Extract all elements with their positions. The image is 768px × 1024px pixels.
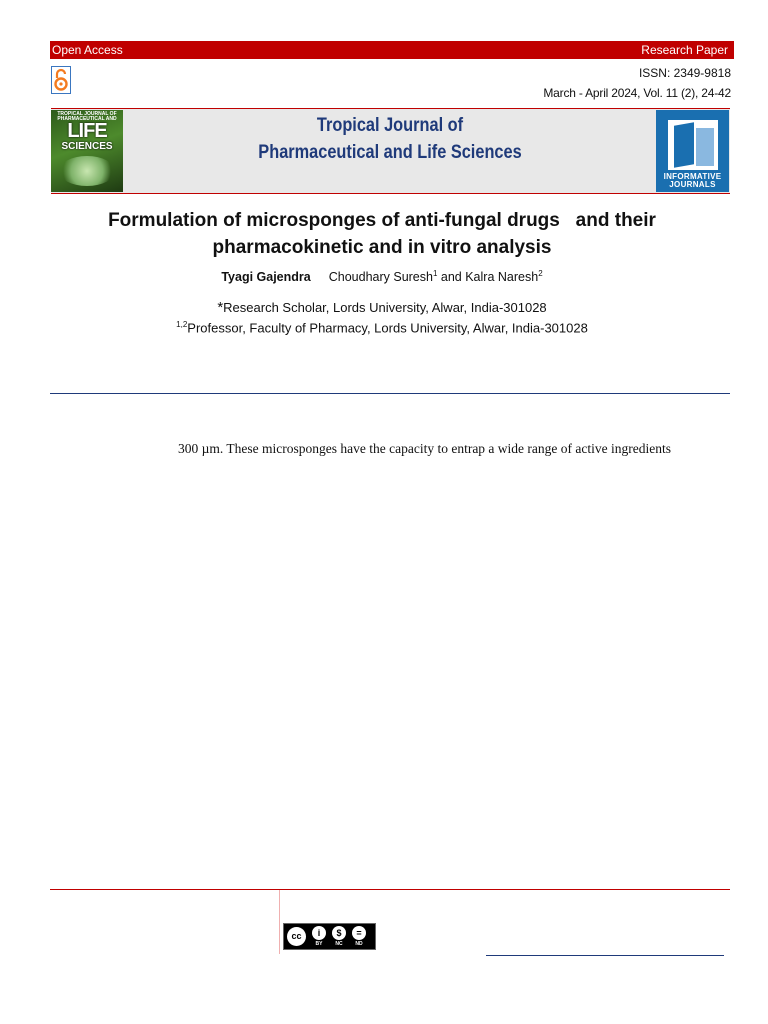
attribution-icon: i: [312, 926, 326, 940]
noderivatives-icon: =: [352, 926, 366, 940]
article-title-line2: pharmacokinetic and in vitro analysis: [212, 237, 552, 258]
affiliation-2-mark: 1,2: [176, 320, 188, 329]
affiliation-1-text: Research Scholar, Lords University, Alwar, India-301028: [223, 300, 547, 315]
affiliation-1: [60, 299, 704, 316]
open-access-label: Open Access: [52, 43, 123, 57]
author-2: Choudhary Suresh: [328, 270, 433, 285]
publisher-logo-line1: INFORMATIVE: [663, 172, 722, 181]
article-title: [60, 207, 704, 261]
journal-cover-image: [51, 110, 123, 192]
cover-artwork: [59, 156, 115, 186]
cover-big-text: LIFE: [67, 120, 107, 142]
journal-title-line1: Tropical Journal of: [316, 115, 464, 136]
issn-text: ISSN: 2349-9818: [638, 66, 731, 80]
author-list: [60, 269, 704, 284]
journal-title-line2: Pharmaceutical and Life Sciences: [258, 142, 522, 163]
body-paragraph: 300 µm. These microsponges have the capacity to entrap a wide range of active ingredients: [178, 441, 671, 456]
cc-nc-label: NC: [335, 941, 343, 947]
open-access-icon: [51, 66, 71, 94]
publisher-logo: [656, 110, 729, 192]
affiliation-1-mark: *: [217, 299, 224, 316]
affiliation-2: [60, 320, 704, 335]
header-divider: [50, 393, 730, 394]
cc-icon: cc: [287, 927, 306, 946]
cover-sub-text: SCIENCES: [61, 141, 113, 152]
book-page-right: [696, 128, 714, 166]
author-3: and Kalra Naresh: [437, 270, 539, 285]
article-title-line1: Formulation of microsponges of anti-fungal drugs and their: [108, 210, 656, 231]
author-2-sup: 1: [432, 269, 438, 278]
footer-divider: [50, 889, 730, 890]
cc-nd-label: ND: [355, 941, 363, 947]
cover-small-text: TROPICAL JOURNAL OF PHARMACEUTICAL AND: [57, 111, 117, 122]
noncommercial-icon: $: [332, 926, 346, 940]
creative-commons-license-badge[interactable]: [283, 923, 376, 950]
paper-type-label: Research Paper: [641, 43, 728, 57]
affiliation-2-text: Professor, Faculty of Pharmacy, Lords University, Alwar, India-301028: [187, 320, 588, 336]
cc-by-label: BY: [315, 941, 323, 947]
issue-info: March - April 2024, Vol. 11 (2), 24-42: [543, 86, 731, 100]
footer-link-underline: [486, 955, 724, 956]
book-page-left: [674, 122, 694, 168]
publisher-logo-line2: JOURNALS: [669, 180, 716, 189]
top-banner-bar: [50, 41, 734, 59]
journal-title: [166, 112, 613, 166]
author-3-sup: 2: [538, 269, 543, 278]
footer-vertical-divider: [279, 890, 280, 954]
author-1: Tyagi Gajendra: [221, 270, 311, 285]
